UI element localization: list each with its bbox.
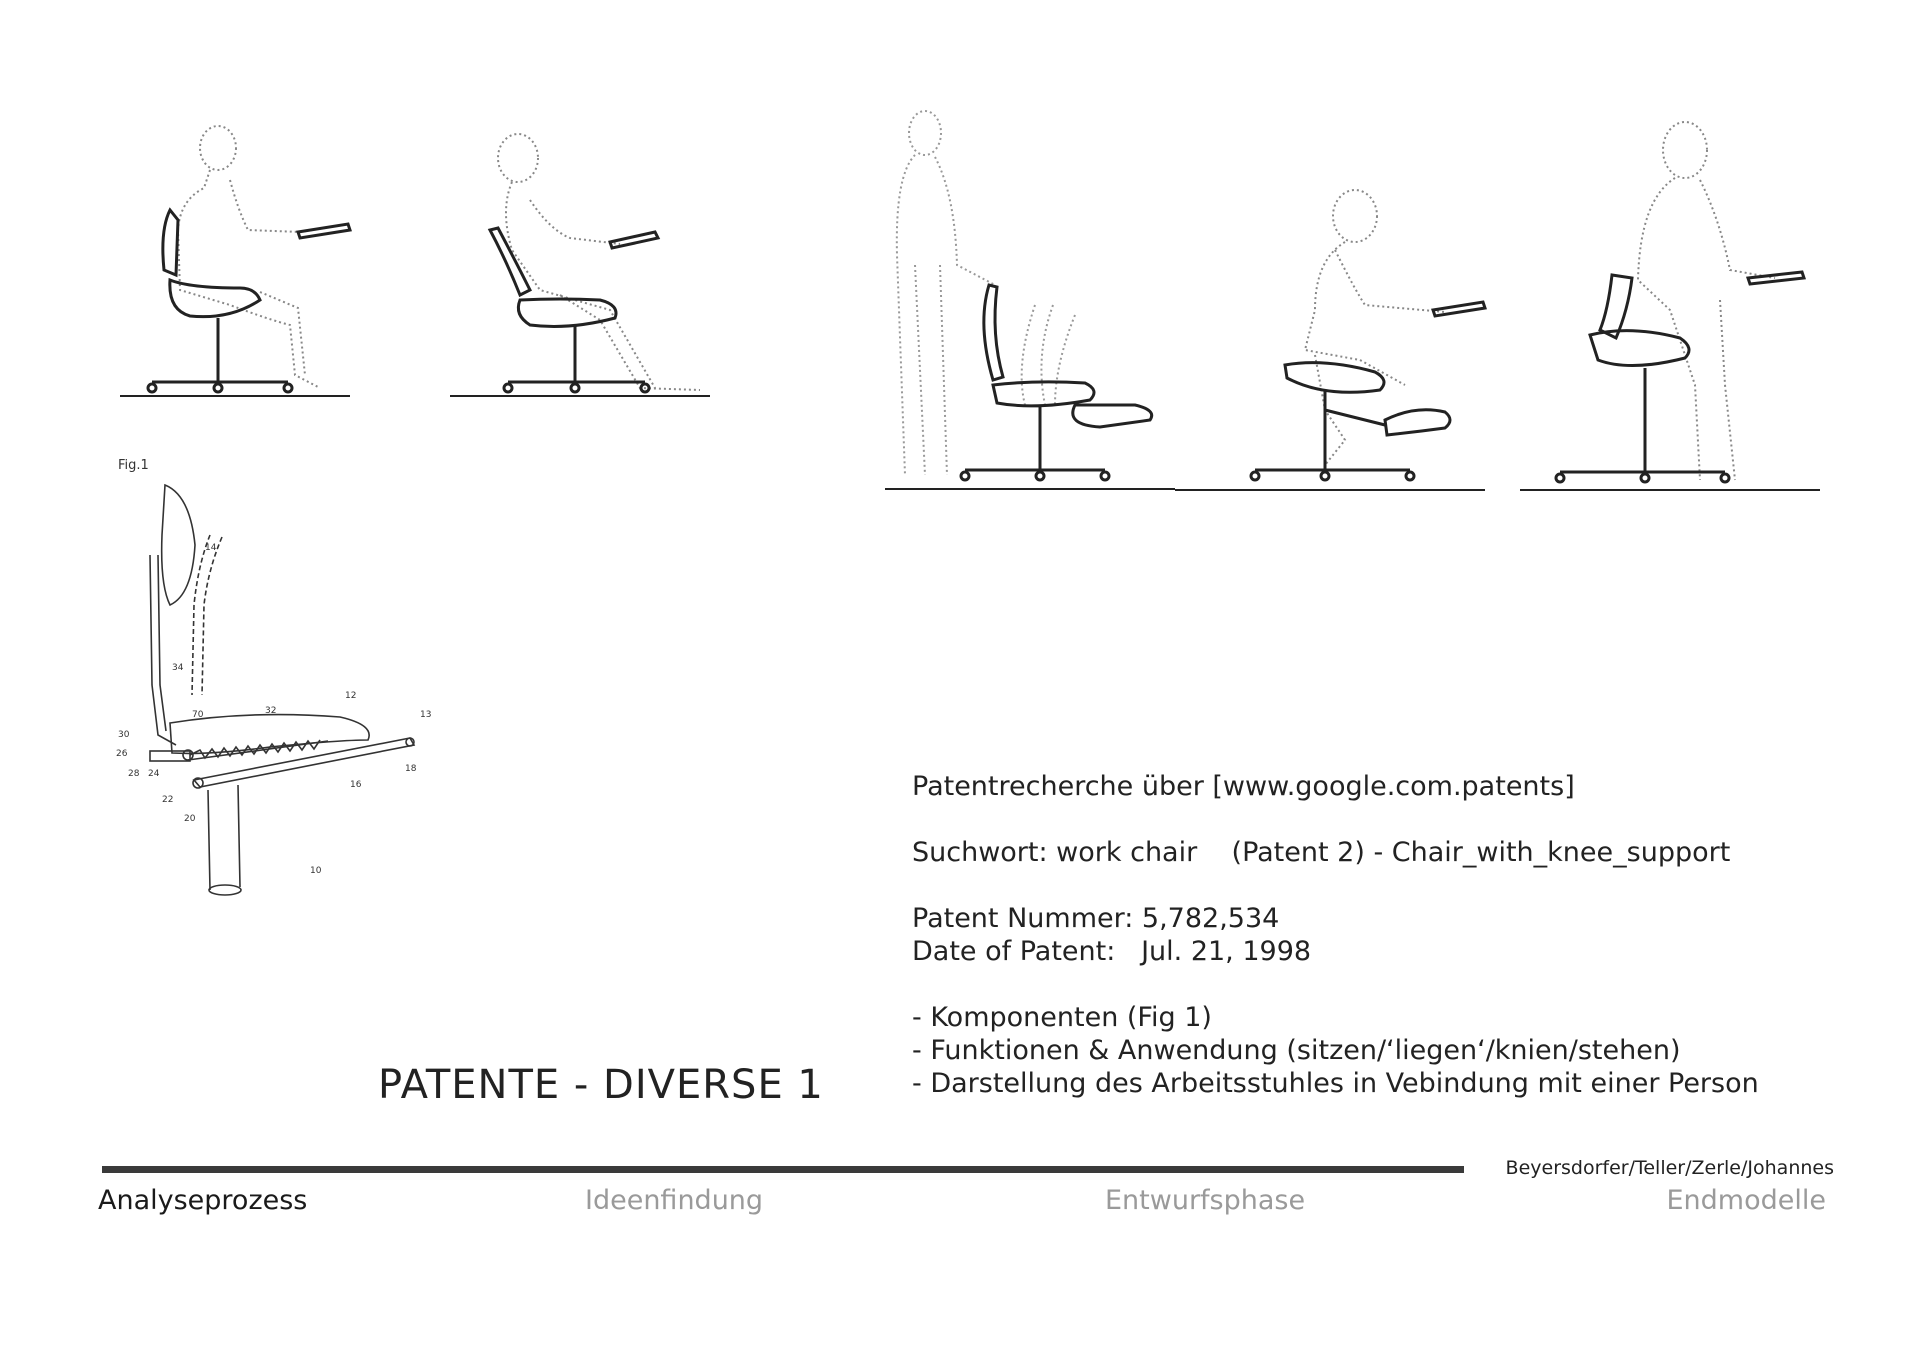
drawing-standing-perching-person [1520, 110, 1820, 495]
fig-number-30: 30 [118, 730, 130, 740]
page-title: PATENTE - DIVERSE 1 [378, 1062, 824, 1108]
figure-label: Fig.1 [118, 458, 149, 473]
fig-number-28: 28 [128, 769, 140, 779]
fig-number-16: 16 [350, 780, 362, 790]
nav-item-endmodelle[interactable]: Endmodelle [1666, 1185, 1826, 1216]
fig-number-70: 70 [192, 710, 204, 720]
fig-number-13: 13 [420, 710, 432, 720]
drawing-standing-with-chair [885, 105, 1175, 495]
fig-number-20: 20 [184, 814, 196, 824]
nav-item-analyseprozess[interactable]: Analyseprozess [98, 1185, 308, 1216]
fig-number-34: 34 [172, 663, 184, 673]
nav-item-ideenfindung[interactable]: Ideenfindung [585, 1185, 764, 1216]
patent-number-line: Patent Nummer: 5,782,534 [912, 903, 1280, 934]
drawing-kneeling-person [1175, 180, 1485, 495]
search-source-line: Patentrecherche über [www.google.com.patents] [912, 771, 1575, 802]
search-term-line: Suchwort: work chair (Patent 2) - Chair_with_knee_support [912, 837, 1731, 868]
fig-number-24: 24 [148, 769, 160, 779]
drawing-seated-person-2 [450, 120, 720, 400]
bullet-representation: - Darstellung des Arbeitsstuhles in Vebindung mit einer Person [912, 1068, 1759, 1099]
nav-item-entwurfsphase[interactable]: Entwurfsphase [1105, 1185, 1306, 1216]
authors-credit: Beyersdorfer/Teller/Zerle/Johannes [1505, 1157, 1834, 1179]
patent-date-line: Date of Patent: Jul. 21, 1998 [912, 936, 1312, 967]
bullet-functions: - Funktionen & Anwendung (sitzen/‘liegen‘/knien/stehen) [912, 1035, 1681, 1066]
patent-figure-1 [110, 455, 450, 925]
fig-number-12: 12 [345, 691, 357, 701]
drawing-seated-person-1 [120, 120, 360, 400]
fig-number-22: 22 [162, 795, 174, 805]
bullet-components: - Komponenten (Fig 1) [912, 1002, 1212, 1033]
fig-number-18: 18 [405, 764, 417, 774]
patent-info-block [912, 770, 1812, 1100]
fig-number-10: 10 [310, 866, 322, 876]
progress-divider-bar [102, 1166, 1464, 1173]
fig-number-32: 32 [265, 706, 277, 716]
fig-number-26: 26 [116, 749, 128, 759]
fig-number-14: 14 [205, 543, 217, 553]
